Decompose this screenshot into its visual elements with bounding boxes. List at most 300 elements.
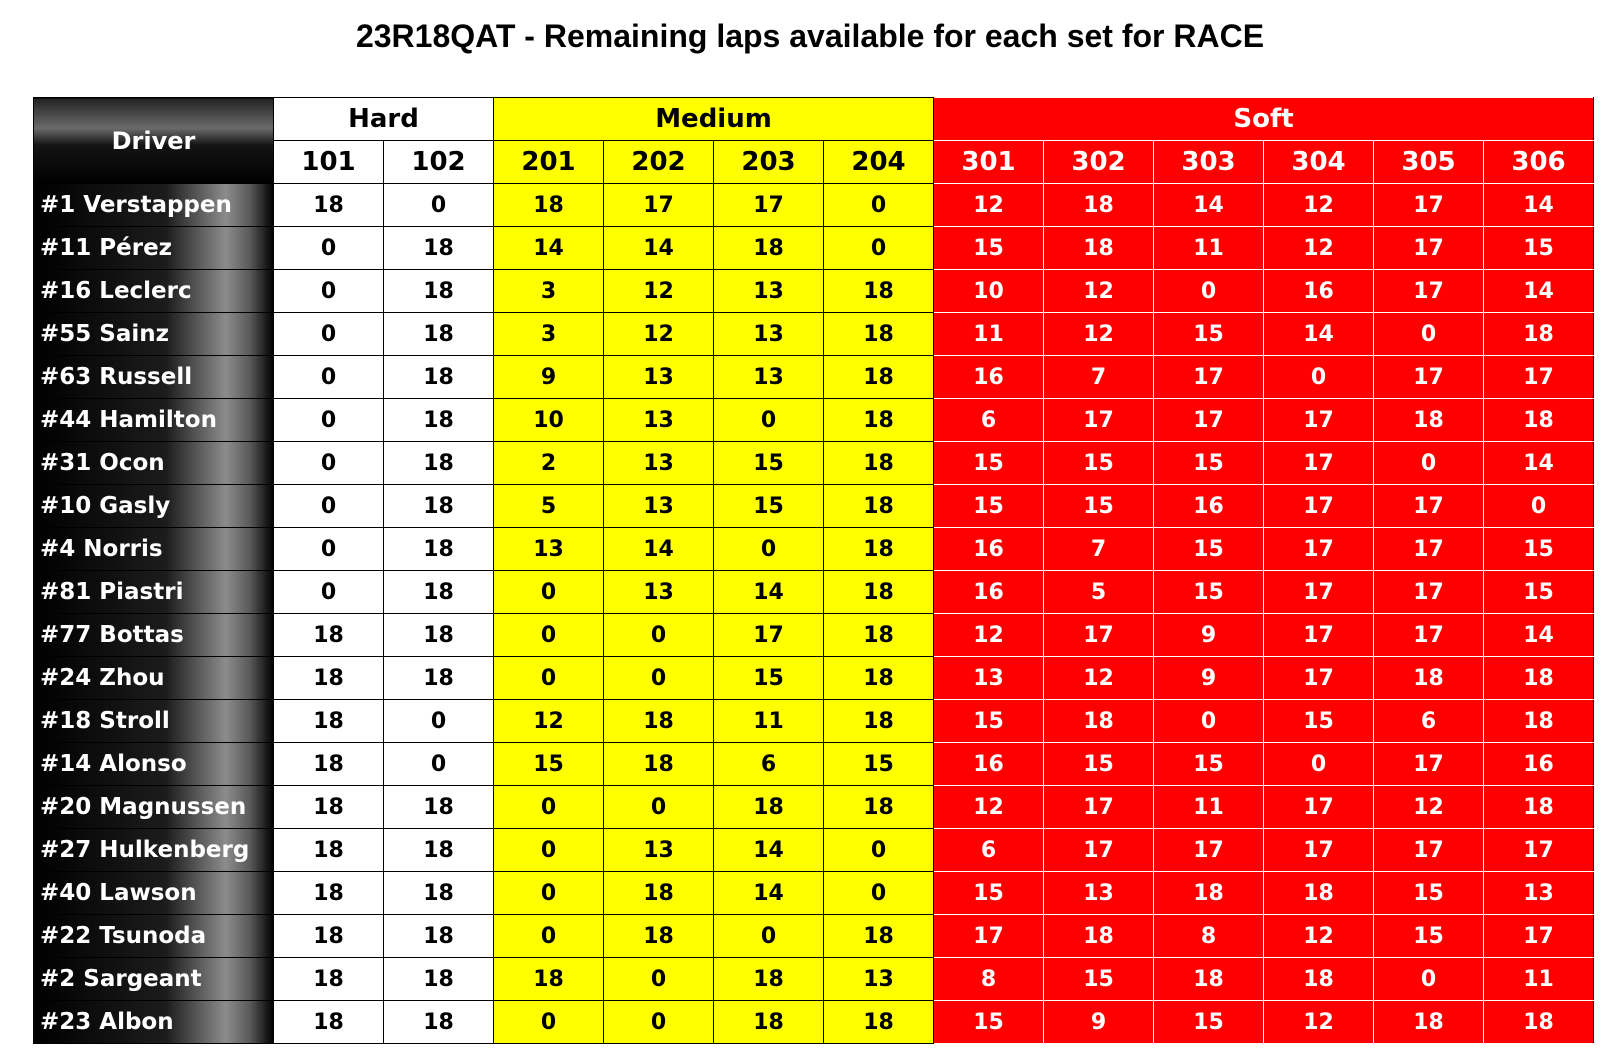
laps-cell: 18 [604,743,714,786]
laps-cell: 14 [494,227,604,270]
laps-cell: 18 [384,313,494,356]
laps-cell: 18 [824,528,934,571]
laps-cell: 12 [934,184,1044,227]
laps-cell: 18 [1154,872,1264,915]
laps-cell: 17 [1154,356,1264,399]
driver-name: #63 Russell [34,356,274,399]
laps-cell: 18 [274,915,384,958]
set-header: 304 [1264,141,1374,184]
laps-cell: 14 [714,829,824,872]
laps-cell: 12 [934,786,1044,829]
laps-cell: 16 [934,528,1044,571]
laps-cell: 15 [1154,743,1264,786]
set-header: 201 [494,141,604,184]
laps-cell: 12 [494,700,604,743]
laps-cell: 0 [604,614,714,657]
laps-cell: 13 [714,356,824,399]
laps-cell: 11 [714,700,824,743]
table-row [34,485,1594,528]
laps-cell: 0 [494,1001,604,1044]
laps-cell: 0 [384,700,494,743]
laps-cell: 5 [1044,571,1154,614]
laps-cell: 0 [1154,700,1264,743]
laps-cell: 16 [1154,485,1264,528]
laps-cell: 0 [604,958,714,1001]
laps-cell: 0 [1374,958,1484,1001]
laps-cell: 15 [714,485,824,528]
laps-cell: 18 [1044,700,1154,743]
laps-cell: 13 [934,657,1044,700]
laps-cell: 0 [1264,743,1374,786]
laps-cell: 14 [1154,184,1264,227]
laps-cell: 6 [934,829,1044,872]
laps-cell: 15 [1374,872,1484,915]
laps-cell: 17 [1374,614,1484,657]
laps-cell: 0 [494,657,604,700]
laps-cell: 18 [1264,958,1374,1001]
laps-cell: 15 [934,227,1044,270]
laps-cell: 11 [1154,786,1264,829]
laps-cell: 17 [714,184,824,227]
laps-cell: 15 [714,657,824,700]
driver-name: #20 Magnussen [34,786,274,829]
laps-cell: 17 [1044,786,1154,829]
laps-cell: 17 [1374,743,1484,786]
laps-cell: 15 [824,743,934,786]
laps-cell: 17 [934,915,1044,958]
laps-cell: 12 [1264,184,1374,227]
laps-cell: 18 [384,829,494,872]
laps-cell: 17 [1264,528,1374,571]
driver-name: #10 Gasly [34,485,274,528]
laps-cell: 13 [824,958,934,1001]
table-row [34,442,1594,485]
laps-cell: 18 [1154,958,1264,1001]
laps-cell: 15 [1484,571,1594,614]
laps-cell: 17 [1374,485,1484,528]
laps-cell: 0 [274,313,384,356]
set-header: 305 [1374,141,1484,184]
laps-cell: 13 [604,356,714,399]
laps-cell: 15 [1044,958,1154,1001]
laps-cell: 17 [1374,829,1484,872]
medium-group-header: Medium [494,98,934,141]
laps-cell: 15 [714,442,824,485]
laps-cell: 18 [384,786,494,829]
laps-cell: 6 [714,743,824,786]
laps-cell: 18 [824,356,934,399]
laps-cell: 17 [1044,829,1154,872]
laps-cell: 18 [1264,872,1374,915]
laps-cell: 18 [384,270,494,313]
laps-cell: 0 [714,528,824,571]
page-title: 23R18QAT - Remaining laps available for each set for RACE [355,18,1265,54]
laps-cell: 18 [1484,657,1594,700]
table-row [34,829,1594,872]
laps-cell: 17 [1264,829,1374,872]
table-row [34,1001,1594,1044]
driver-name: #31 Ocon [34,442,274,485]
laps-cell: 15 [1154,313,1264,356]
laps-cell: 18 [714,786,824,829]
laps-cell: 18 [384,657,494,700]
laps-cell: 15 [934,442,1044,485]
driver-name: #1 Verstappen [34,184,274,227]
laps-cell: 17 [1044,614,1154,657]
laps-cell: 18 [824,1001,934,1044]
laps-cell: 14 [1484,614,1594,657]
laps-cell: 12 [1044,657,1154,700]
laps-cell: 17 [1374,356,1484,399]
laps-cell: 14 [1484,270,1594,313]
table-row [34,915,1594,958]
set-header: 101 [274,141,384,184]
laps-cell: 18 [1374,399,1484,442]
laps-cell: 13 [714,313,824,356]
laps-cell: 18 [824,399,934,442]
laps-cell: 18 [384,915,494,958]
laps-cell: 0 [714,915,824,958]
laps-cell: 18 [274,786,384,829]
laps-cell: 9 [1154,614,1264,657]
laps-cell: 17 [1264,485,1374,528]
laps-cell: 18 [274,958,384,1001]
laps-cell: 18 [384,356,494,399]
laps-cell: 0 [494,829,604,872]
laps-cell: 0 [494,915,604,958]
laps-cell: 13 [1484,872,1594,915]
laps-cell: 14 [1484,184,1594,227]
laps-cell: 17 [604,184,714,227]
laps-cell: 17 [1044,399,1154,442]
laps-cell: 15 [934,872,1044,915]
table-row [34,614,1594,657]
set-header: 301 [934,141,1044,184]
laps-cell: 12 [1264,1001,1374,1044]
laps-cell: 0 [824,872,934,915]
laps-cell: 13 [604,571,714,614]
table-row [34,872,1594,915]
laps-cell: 15 [1484,528,1594,571]
laps-cell: 10 [494,399,604,442]
laps-cell: 18 [1484,399,1594,442]
laps-cell: 15 [1484,227,1594,270]
laps-cell: 0 [604,1001,714,1044]
laps-cell: 14 [604,528,714,571]
table-row [34,700,1594,743]
laps-cell: 18 [714,227,824,270]
laps-cell: 13 [604,829,714,872]
laps-cell: 15 [494,743,604,786]
set-header: 306 [1484,141,1594,184]
laps-cell: 16 [1484,743,1594,786]
laps-cell: 0 [1374,442,1484,485]
laps-cell: 18 [274,184,384,227]
table-row [34,743,1594,786]
laps-cell: 0 [274,356,384,399]
laps-cell: 17 [1374,184,1484,227]
table-row [34,399,1594,442]
laps-cell: 14 [1484,442,1594,485]
driver-name: #40 Lawson [34,872,274,915]
set-header: 203 [714,141,824,184]
table-row [34,184,1594,227]
laps-cell: 14 [714,571,824,614]
laps-cell: 18 [384,958,494,1001]
laps-cell: 18 [384,399,494,442]
laps-cell: 11 [1484,958,1594,1001]
laps-cell: 7 [1044,356,1154,399]
laps-cell: 18 [274,743,384,786]
laps-cell: 17 [1264,614,1374,657]
laps-cell: 15 [1154,571,1264,614]
set-header: 102 [384,141,494,184]
laps-cell: 0 [714,399,824,442]
laps-cell: 12 [1264,227,1374,270]
laps-cell: 14 [604,227,714,270]
driver-column-header: Driver [34,98,274,184]
laps-cell: 13 [604,399,714,442]
laps-cell: 12 [604,313,714,356]
laps-cell: 9 [494,356,604,399]
laps-cell: 0 [1374,313,1484,356]
laps-cell: 17 [1264,657,1374,700]
driver-name: #23 Albon [34,1001,274,1044]
laps-cell: 12 [1374,786,1484,829]
table-row [34,571,1594,614]
laps-cell: 18 [384,227,494,270]
laps-cell: 0 [604,657,714,700]
laps-cell: 18 [1374,1001,1484,1044]
laps-cell: 0 [494,571,604,614]
laps-cell: 18 [604,915,714,958]
laps-cell: 17 [1264,786,1374,829]
laps-cell: 18 [384,442,494,485]
driver-name: #16 Leclerc [34,270,274,313]
laps-cell: 0 [384,184,494,227]
laps-cell: 18 [1044,915,1154,958]
laps-cell: 17 [1374,571,1484,614]
group-header-row [34,98,1594,141]
laps-cell: 14 [1264,313,1374,356]
laps-cell: 12 [934,614,1044,657]
table-row [34,227,1594,270]
laps-cell: 18 [384,1001,494,1044]
laps-cell: 17 [1484,356,1594,399]
driver-name: #81 Piastri [34,571,274,614]
laps-cell: 15 [1044,743,1154,786]
laps-cell: 0 [494,786,604,829]
laps-cell: 18 [274,700,384,743]
laps-cell: 15 [1044,442,1154,485]
laps-cell: 18 [274,657,384,700]
laps-cell: 18 [494,958,604,1001]
laps-cell: 17 [1374,227,1484,270]
hard-group-header: Hard [274,98,494,141]
laps-cell: 3 [494,313,604,356]
laps-cell: 17 [1484,915,1594,958]
laps-cell: 0 [494,872,604,915]
laps-cell: 18 [714,1001,824,1044]
laps-cell: 18 [1484,786,1594,829]
laps-cell: 18 [384,571,494,614]
laps-cell: 15 [1264,700,1374,743]
laps-cell: 18 [384,872,494,915]
laps-cell: 18 [1484,700,1594,743]
laps-cell: 18 [824,786,934,829]
driver-name: #24 Zhou [34,657,274,700]
laps-cell: 18 [714,958,824,1001]
set-header: 204 [824,141,934,184]
laps-cell: 7 [1044,528,1154,571]
laps-cell: 18 [1044,184,1154,227]
laps-cell: 18 [824,657,934,700]
laps-cell: 18 [824,442,934,485]
laps-cell: 0 [274,485,384,528]
driver-name: #14 Alonso [34,743,274,786]
driver-name: #55 Sainz [34,313,274,356]
table-row [34,528,1594,571]
laps-cell: 18 [824,485,934,528]
laps-cell: 17 [1264,442,1374,485]
laps-cell: 17 [1154,399,1264,442]
driver-name: #22 Tsunoda [34,915,274,958]
laps-cell: 18 [824,700,934,743]
laps-cell: 18 [274,1001,384,1044]
laps-cell: 5 [494,485,604,528]
laps-cell: 17 [714,614,824,657]
laps-cell: 18 [824,313,934,356]
laps-cell: 15 [1044,485,1154,528]
laps-cell: 14 [714,872,824,915]
laps-cell: 0 [824,227,934,270]
laps-cell: 17 [1264,399,1374,442]
laps-cell: 0 [1154,270,1264,313]
laps-cell: 18 [384,614,494,657]
laps-cell: 18 [274,614,384,657]
laps-cell: 0 [274,227,384,270]
laps-cell: 0 [1264,356,1374,399]
laps-cell: 11 [1154,227,1264,270]
table-row [34,356,1594,399]
laps-cell: 17 [1264,571,1374,614]
driver-name: #4 Norris [34,528,274,571]
laps-cell: 12 [1264,915,1374,958]
laps-cell: 18 [384,485,494,528]
laps-cell: 9 [1154,657,1264,700]
driver-name: #18 Stroll [34,700,274,743]
laps-cell: 0 [384,743,494,786]
laps-cell: 8 [934,958,1044,1001]
laps-cell: 16 [934,571,1044,614]
soft-group-header: Soft [934,98,1594,141]
set-header: 303 [1154,141,1264,184]
laps-cell: 3 [494,270,604,313]
laps-cell: 17 [1154,829,1264,872]
laps-cell: 0 [604,786,714,829]
laps-cell: 13 [494,528,604,571]
set-header: 302 [1044,141,1154,184]
laps-cell: 0 [1484,485,1594,528]
laps-cell: 18 [274,872,384,915]
laps-cell: 0 [274,442,384,485]
laps-cell: 13 [714,270,824,313]
laps-cell: 6 [934,399,1044,442]
laps-cell: 13 [604,442,714,485]
set-header: 202 [604,141,714,184]
laps-cell: 15 [934,700,1044,743]
laps-cell: 2 [494,442,604,485]
driver-name: #27 Hulkenberg [34,829,274,872]
laps-cell: 18 [1484,1001,1594,1044]
laps-cell: 12 [604,270,714,313]
laps-cell: 12 [1044,313,1154,356]
table-row [34,657,1594,700]
laps-cell: 11 [934,313,1044,356]
driver-name: #11 Pérez [34,227,274,270]
laps-cell: 0 [274,399,384,442]
laps-cell: 18 [604,700,714,743]
laps-cell: 18 [274,829,384,872]
laps-cell: 18 [1484,313,1594,356]
laps-cell: 16 [1264,270,1374,313]
laps-cell: 18 [494,184,604,227]
driver-name: #44 Hamilton [34,399,274,442]
laps-cell: 16 [934,743,1044,786]
laps-cell: 0 [274,528,384,571]
laps-cell: 10 [934,270,1044,313]
laps-cell: 18 [824,915,934,958]
laps-cell: 12 [1044,270,1154,313]
driver-name: #2 Sargeant [34,958,274,1001]
laps-cell: 0 [824,829,934,872]
laps-cell: 18 [604,872,714,915]
table-row [34,958,1594,1001]
laps-cell: 15 [934,485,1044,528]
laps-cell: 15 [1374,915,1484,958]
laps-cell: 0 [274,270,384,313]
laps-cell: 0 [274,571,384,614]
laps-cell: 16 [934,356,1044,399]
laps-cell: 8 [1154,915,1264,958]
laps-cell: 6 [1374,700,1484,743]
laps-cell: 18 [824,571,934,614]
laps-cell: 13 [604,485,714,528]
laps-cell: 18 [1044,227,1154,270]
table-row [34,313,1594,356]
table-row [34,786,1594,829]
laps-cell: 18 [824,614,934,657]
tyre-sets-table [33,97,1594,1044]
laps-cell: 17 [1484,829,1594,872]
laps-cell: 17 [1374,270,1484,313]
laps-cell: 15 [1154,1001,1264,1044]
laps-cell: 0 [824,184,934,227]
table-body [34,184,1594,1044]
laps-cell: 0 [494,614,604,657]
laps-cell: 18 [1374,657,1484,700]
laps-cell: 9 [1044,1001,1154,1044]
laps-cell: 15 [1154,528,1264,571]
table-row [34,270,1594,313]
laps-cell: 18 [824,270,934,313]
laps-cell: 18 [384,528,494,571]
laps-cell: 15 [1154,442,1264,485]
laps-cell: 15 [934,1001,1044,1044]
driver-name: #77 Bottas [34,614,274,657]
laps-cell: 17 [1374,528,1484,571]
laps-cell: 13 [1044,872,1154,915]
